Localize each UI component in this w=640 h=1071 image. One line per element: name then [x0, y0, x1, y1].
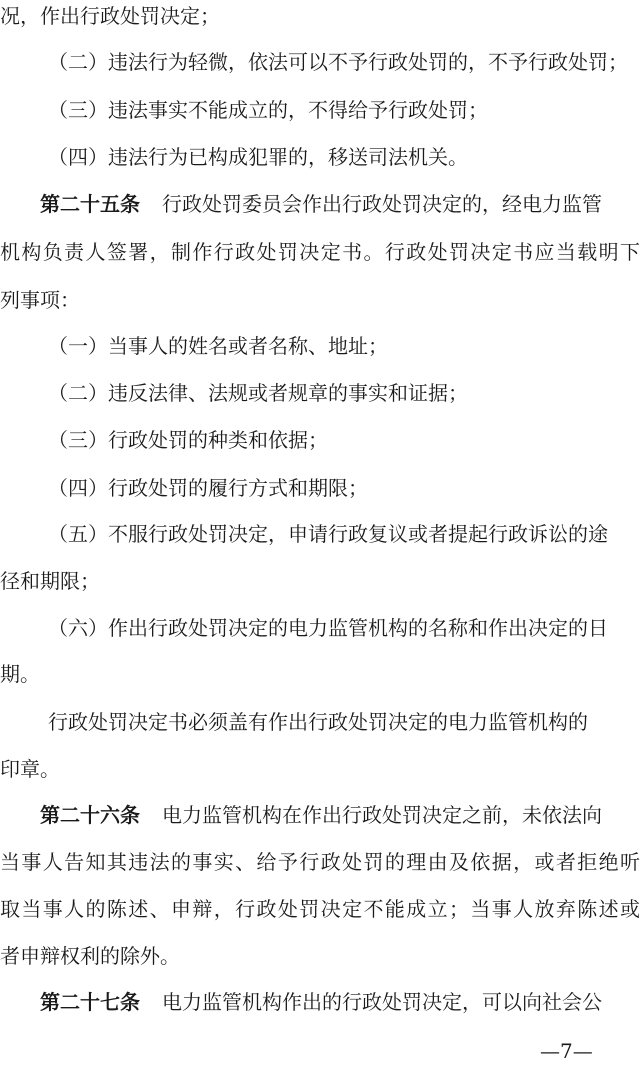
text-line: 取当事人的陈述、申辩，行政处罚决定不能成立；当事人放弃陈述或 — [0, 897, 640, 921]
list-item: （二）违反法律、法规或者规章的事实和证据； — [48, 381, 468, 405]
text-line: 者申辩权利的除外。 — [0, 944, 180, 968]
list-item: （二）违法行为轻微，依法可以不予行政处罚的，不予行政处罚； — [48, 50, 628, 74]
text-line: 当事人告知其违法的事实、给予行政处罚的理由及依据，或者拒绝听 — [0, 850, 640, 874]
list-item: （六）作出行政处罚决定的电力监管机构的名称和作出决定的日 — [48, 616, 608, 640]
text-line: 机构负责人签署，制作行政处罚决定书。行政处罚决定书应当载明下 — [0, 240, 640, 264]
text-line: 列事项： — [0, 288, 80, 312]
article-25 — [0, 190, 640, 218]
list-item: （四）违法行为已构成犯罪的，移送司法机关。 — [48, 145, 468, 169]
paragraph-line: 行政处罚决定书必须盖有作出行政处罚决定的电力监管机构的 — [48, 710, 588, 734]
article-heading: 第二十七条 — [40, 990, 140, 1014]
list-item: （一）当事人的姓名或者名称、地址； — [48, 334, 388, 358]
article-text: 电力监管机构在作出行政处罚决定之前，未依法向 — [162, 803, 602, 827]
page-number: —7— — [540, 1039, 593, 1063]
article-heading: 第二十五条 — [40, 192, 140, 216]
text-line: 况，作出行政处罚决定； — [0, 4, 220, 28]
article-text: 电力监管机构作出的行政处罚决定，可以向社会公 — [162, 990, 602, 1014]
list-item: （四）行政处罚的履行方式和期限； — [48, 476, 368, 500]
text-line: 印章。 — [0, 757, 60, 781]
list-item: （三）违法事实不能成立的，不得给予行政处罚； — [48, 98, 488, 122]
text-line: 径和期限； — [0, 569, 100, 593]
article-text: 行政处罚委员会作出行政处罚决定的，经电力监管 — [162, 192, 602, 216]
article-27 — [0, 988, 640, 1016]
article-26 — [0, 801, 640, 829]
list-item: （三）行政处罚的种类和依据； — [48, 428, 328, 452]
list-item: （五）不服行政处罚决定，申请行政复议或者提起行政诉讼的途 — [48, 522, 608, 546]
article-heading: 第二十六条 — [40, 803, 140, 827]
text-line: 期。 — [0, 662, 40, 686]
